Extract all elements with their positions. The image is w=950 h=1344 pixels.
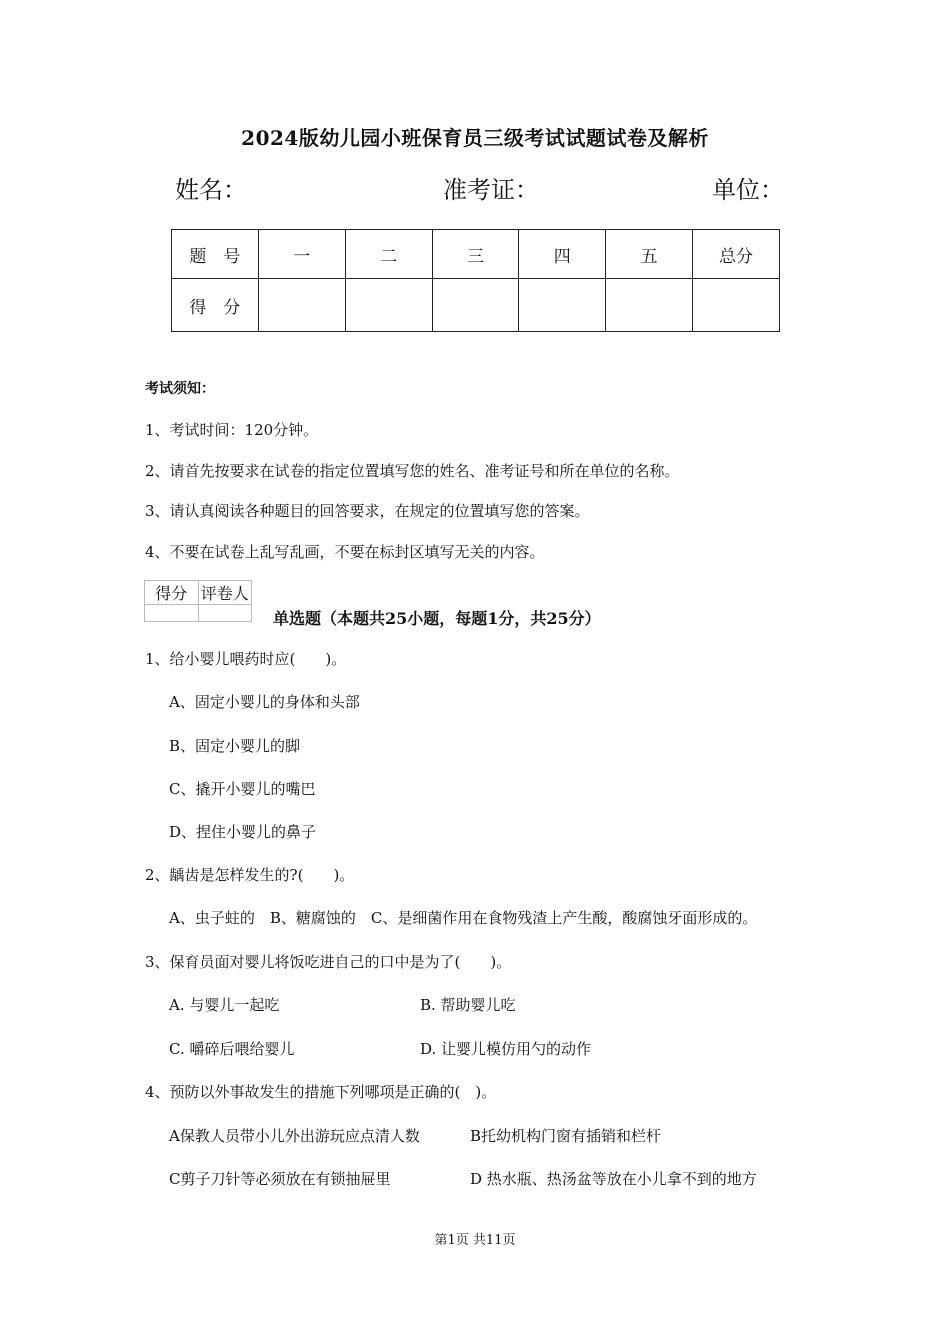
score-entry-cell[interactable] xyxy=(519,279,606,332)
score-entry-cell[interactable] xyxy=(432,279,519,332)
score-entry-cell[interactable] xyxy=(606,279,693,332)
score-cell-header: 四 xyxy=(519,230,606,279)
question-stem: 1、给小婴儿喂药时应( )。 xyxy=(145,650,347,668)
exam-id-label: 准考证： xyxy=(443,176,539,204)
grader-name-label: 评卷人 xyxy=(198,581,252,605)
document-title: 2024版幼儿园小班保育员三级考试试题试卷及解析 xyxy=(241,126,709,150)
question-option[interactable]: D、捏住小婴儿的鼻子 xyxy=(169,823,317,841)
question-stem: 2、龋齿是怎样发生的?( )。 xyxy=(145,866,355,884)
score-cell-header: 二 xyxy=(345,230,432,279)
question-option[interactable]: B托幼机构门窗有插销和栏杆 xyxy=(470,1127,662,1145)
score-cell-header: 三 xyxy=(432,230,519,279)
grader-score-cell[interactable] xyxy=(145,605,199,622)
question-option[interactable]: A. 与婴儿一起吃 xyxy=(169,996,280,1014)
score-entry-cell[interactable] xyxy=(258,279,345,332)
score-cell-header: 一 xyxy=(258,230,345,279)
grader-name-cell[interactable] xyxy=(198,605,252,622)
name-label: 姓名： xyxy=(175,176,247,204)
question-option[interactable]: A保教人员带小儿外出游玩应点清人数 xyxy=(169,1127,420,1145)
section-title: 单选题（本题共25小题，每题1分，共25分） xyxy=(273,609,601,628)
question-option[interactable]: A、固定小婴儿的身体和头部 xyxy=(169,693,360,711)
question-stem: 3、保育员面对婴儿将饭吃进自己的口中是为了( )。 xyxy=(145,953,512,971)
question-option[interactable]: C、撬开小婴儿的嘴巴 xyxy=(169,780,316,798)
question-options-line[interactable]: A、虫子蛀的 B、糖腐蚀的 C、是细菌作用在食物残渣上产生酸，酸腐蚀牙面形成的。 xyxy=(169,909,758,927)
score-row-label: 得 分 xyxy=(172,279,259,332)
notice-item: 2、请首先按要求在试卷的指定位置填写您的姓名、准考证号和所在单位的名称。 xyxy=(145,462,680,480)
score-table-header-row xyxy=(172,230,780,279)
question-option[interactable]: C剪子刀针等必须放在有锁抽屉里 xyxy=(169,1170,391,1188)
score-cell-header: 五 xyxy=(606,230,693,279)
question-option[interactable]: C. 嚼碎后喂给婴儿 xyxy=(169,1040,295,1058)
score-table xyxy=(171,229,780,332)
score-entry-cell[interactable] xyxy=(693,279,780,332)
question-option[interactable]: B. 帮助婴儿吃 xyxy=(420,996,516,1014)
notice-item: 1、考试时间：120分钟。 xyxy=(145,421,319,439)
question-option[interactable]: D. 让婴儿模仿用勺的动作 xyxy=(420,1040,592,1058)
notice-item: 3、请认真阅读各种题目的回答要求，在规定的位置填写您的答案。 xyxy=(145,502,590,520)
notice-title: 考试须知： xyxy=(145,381,215,397)
unit-label: 单位： xyxy=(712,176,784,204)
score-cell-label: 题 号 xyxy=(172,230,259,279)
grader-box xyxy=(144,580,252,622)
score-table-score-row xyxy=(172,279,780,332)
question-option[interactable]: D 热水瓶、热汤盆等放在小儿拿不到的地方 xyxy=(470,1170,757,1188)
notice-item: 4、不要在试卷上乱写乱画，不要在标封区填写无关的内容。 xyxy=(145,543,545,561)
page-footer: 第1页 共11页 xyxy=(434,1233,516,1248)
score-entry-cell[interactable] xyxy=(345,279,432,332)
grader-score-label: 得分 xyxy=(145,581,199,605)
score-cell-header: 总分 xyxy=(693,230,780,279)
question-option[interactable]: B、固定小婴儿的脚 xyxy=(169,737,301,755)
question-stem: 4、预防以外事故发生的措施下列哪项是正确的( )。 xyxy=(145,1083,497,1101)
